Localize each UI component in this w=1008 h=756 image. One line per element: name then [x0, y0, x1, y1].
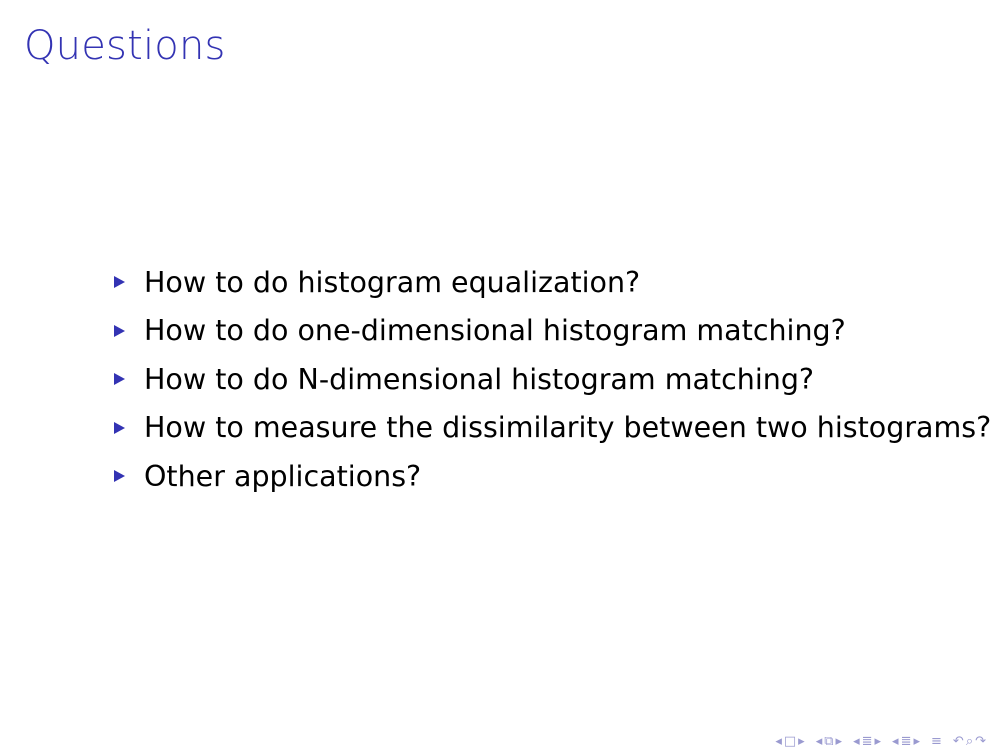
presentation-nav-group [892, 735, 920, 748]
undo-icon[interactable]: ↶ [952, 734, 964, 749]
bullet-text: How to do one-dimensional histogram matching? [144, 314, 846, 348]
bullet-text: How to do histogram equalization? [144, 265, 641, 299]
align-icon[interactable]: ≡ [931, 734, 942, 749]
nav-right-arrow-icon[interactable]: ▸ [798, 734, 805, 749]
beamer-navigation-bar [767, 735, 986, 748]
bullet-item [112, 258, 991, 307]
bullet-text: How to measure the dissimilarity between two histograms? [144, 411, 992, 445]
bullet-item [112, 355, 991, 404]
bullet-item [112, 404, 991, 453]
nav-left-arrow-icon[interactable]: ◂ [815, 734, 823, 749]
section-icon[interactable]: ≣ [861, 734, 873, 749]
section-nav-group [853, 735, 881, 748]
subsection-nav-group [816, 735, 842, 748]
nav-right-arrow-icon[interactable]: ▸ [874, 734, 882, 749]
bullet-triangle-icon [112, 272, 144, 292]
search-nav-group [953, 735, 986, 748]
subsection-icon[interactable]: ⧉ [824, 734, 834, 749]
search-icon[interactable]: ⌕ [965, 734, 974, 749]
bullet-item [112, 307, 991, 356]
nav-right-arrow-icon[interactable]: ▸ [913, 734, 920, 749]
bullet-text: How to do N-dimensional histogram matching? [144, 362, 815, 396]
bullet-text: Other applications? [144, 459, 422, 493]
nav-left-arrow-icon[interactable]: ◂ [775, 734, 782, 749]
section-icon[interactable]: ≣ [900, 734, 912, 749]
frame-nav-group [775, 735, 804, 748]
bullet-item [112, 452, 991, 501]
bullet-triangle-icon [112, 369, 144, 389]
bullet-list [112, 258, 991, 501]
nav-right-arrow-icon[interactable]: ▸ [835, 734, 843, 749]
nav-left-arrow-icon[interactable]: ◂ [853, 734, 860, 749]
frame-icon[interactable]: □ [783, 734, 797, 749]
bullet-triangle-icon [112, 418, 144, 438]
redo-icon[interactable]: ↷ [975, 734, 986, 749]
bullet-triangle-icon [112, 321, 144, 341]
slide-title: Questions [24, 23, 226, 69]
nav-left-arrow-icon[interactable]: ◂ [892, 734, 899, 749]
bullet-triangle-icon [112, 466, 144, 486]
align-nav-group [931, 735, 942, 748]
